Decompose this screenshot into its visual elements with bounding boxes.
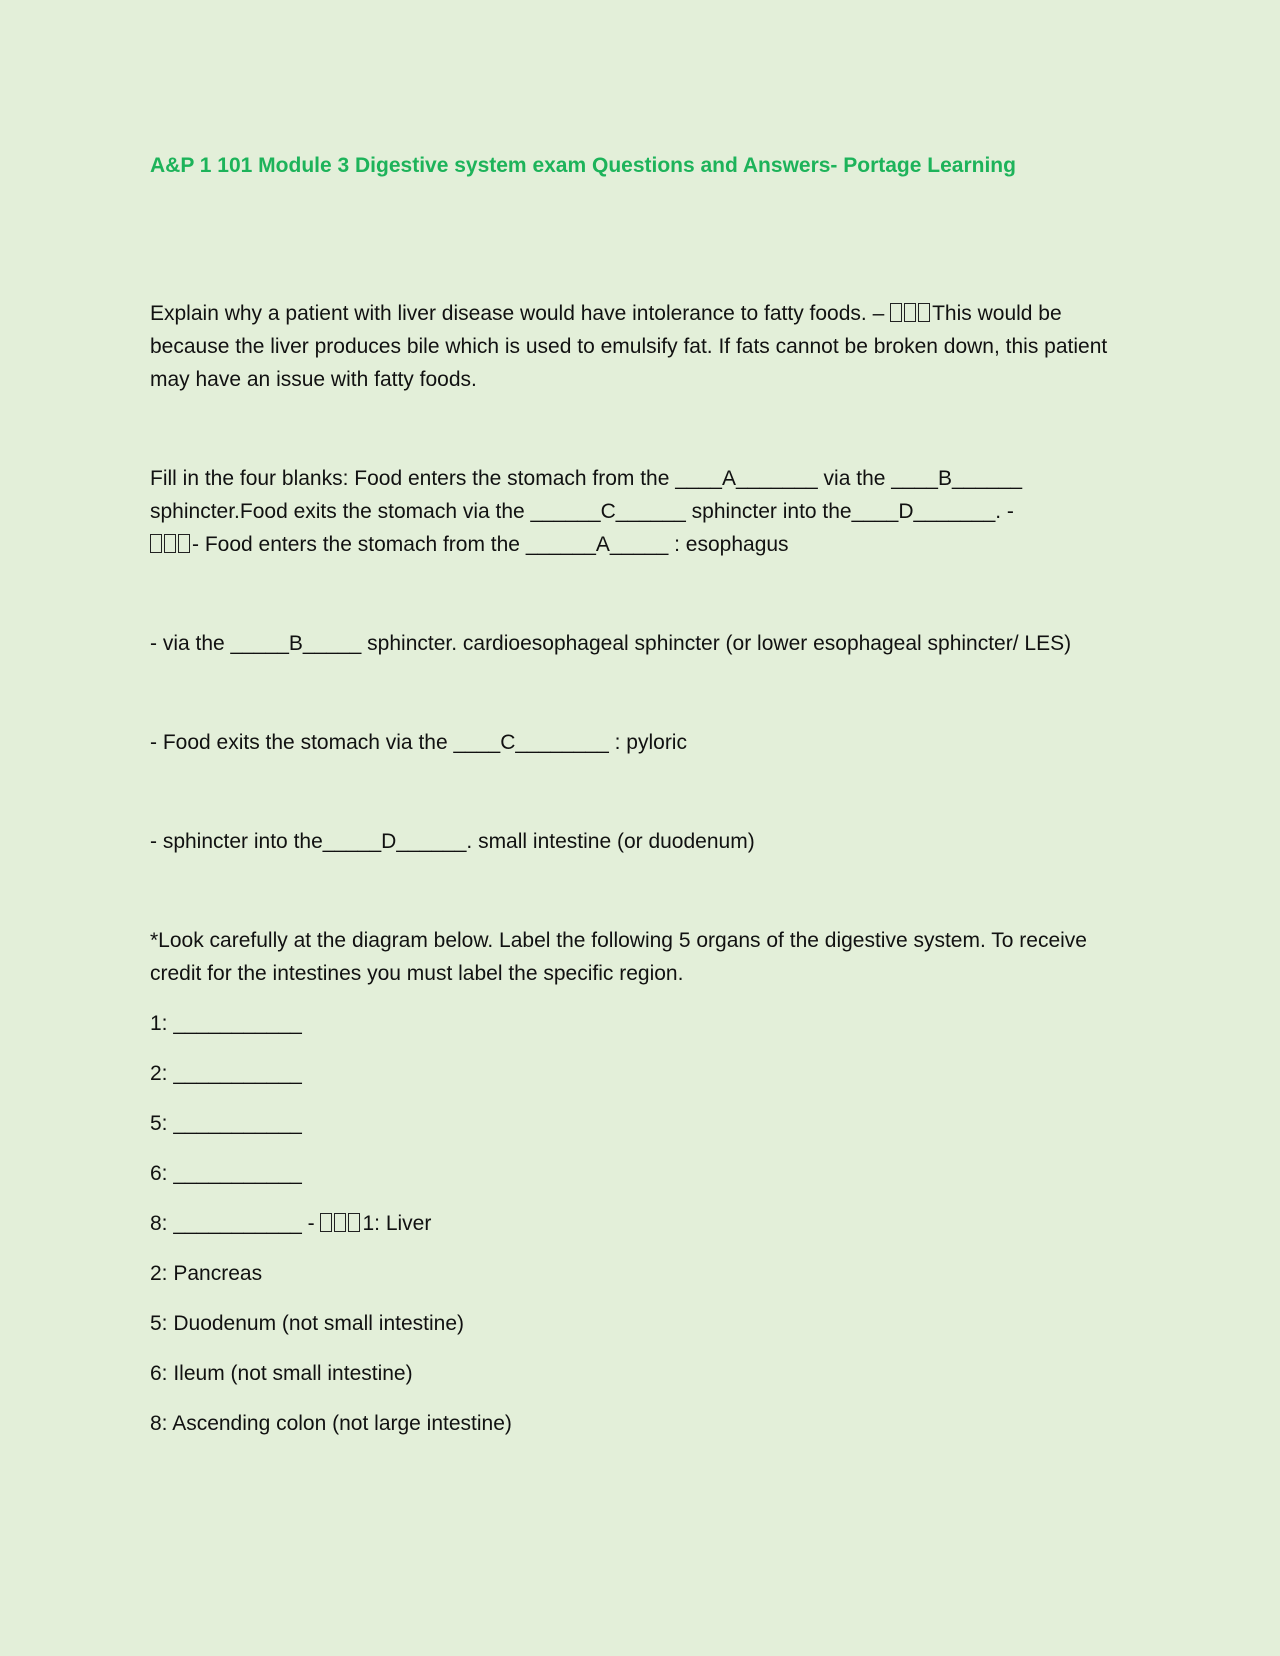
label-blank-2: 2: ___________: [150, 1062, 302, 1085]
missing-glyph-icon: [890, 297, 932, 330]
label-blank-1: 1: ___________: [150, 1012, 302, 1035]
answer-a: - Food enters the stomach from the ______A_____ : esophagus: [192, 533, 789, 556]
document-title: A&P 1 101 Module 3 Digestive system exam Questions and Answers- Portage Learning: [150, 154, 1016, 177]
answer-b: - via the _____B_____ sphincter. cardioesophageal sphincter (or lower esophageal sphincter/ LES): [150, 632, 1072, 655]
question-1-text: Explain why a patient with liver disease would have intolerance to fatty foods. –: [150, 302, 891, 325]
document-body: [150, 150, 1130, 1457]
answer-label-5: 5: Duodenum (not small intestine): [150, 1312, 464, 1335]
question-1: [150, 297, 1130, 396]
missing-glyph-icon: [150, 528, 192, 561]
answer-d: - sphincter into the_____D______. small intestine (or duodenum): [150, 830, 755, 853]
answer-label-1: 1: Liver: [362, 1212, 432, 1235]
answer-label-6: 6: Ileum (not small intestine): [150, 1362, 413, 1385]
label-blank-5: 5: ___________: [150, 1112, 302, 1135]
label-blank-6: 6: ___________: [150, 1162, 302, 1185]
missing-glyph-icon: [320, 1207, 362, 1240]
label-blank-8-text: 8: ___________ -: [150, 1212, 321, 1235]
question-2: [150, 462, 1130, 561]
label-blank-8: [150, 1207, 1130, 1240]
question-3-text: *Look carefully at the diagram below. Label the following 5 organs of the digestive system. To receive credit for the intestines you must label the specific region.: [150, 929, 1087, 985]
answer-label-2: 2: Pancreas: [150, 1262, 263, 1285]
question-1-answer: This would be because the liver produces bile which is used to emulsify fat. If fats cannot be broken down, this patient may have an issue with fatty foods.: [150, 302, 1108, 391]
answer-label-8: 8: Ascending colon (not large intestine): [150, 1412, 512, 1435]
answer-c: - Food exits the stomach via the ____C________ : pyloric: [150, 731, 687, 754]
question-2-text: Fill in the four blanks: Food enters the stomach from the ____A_______ via the ____B______ sphincter.Food exits the stomach via the ______C______ sphincter into the____D_______. -: [150, 467, 1023, 523]
